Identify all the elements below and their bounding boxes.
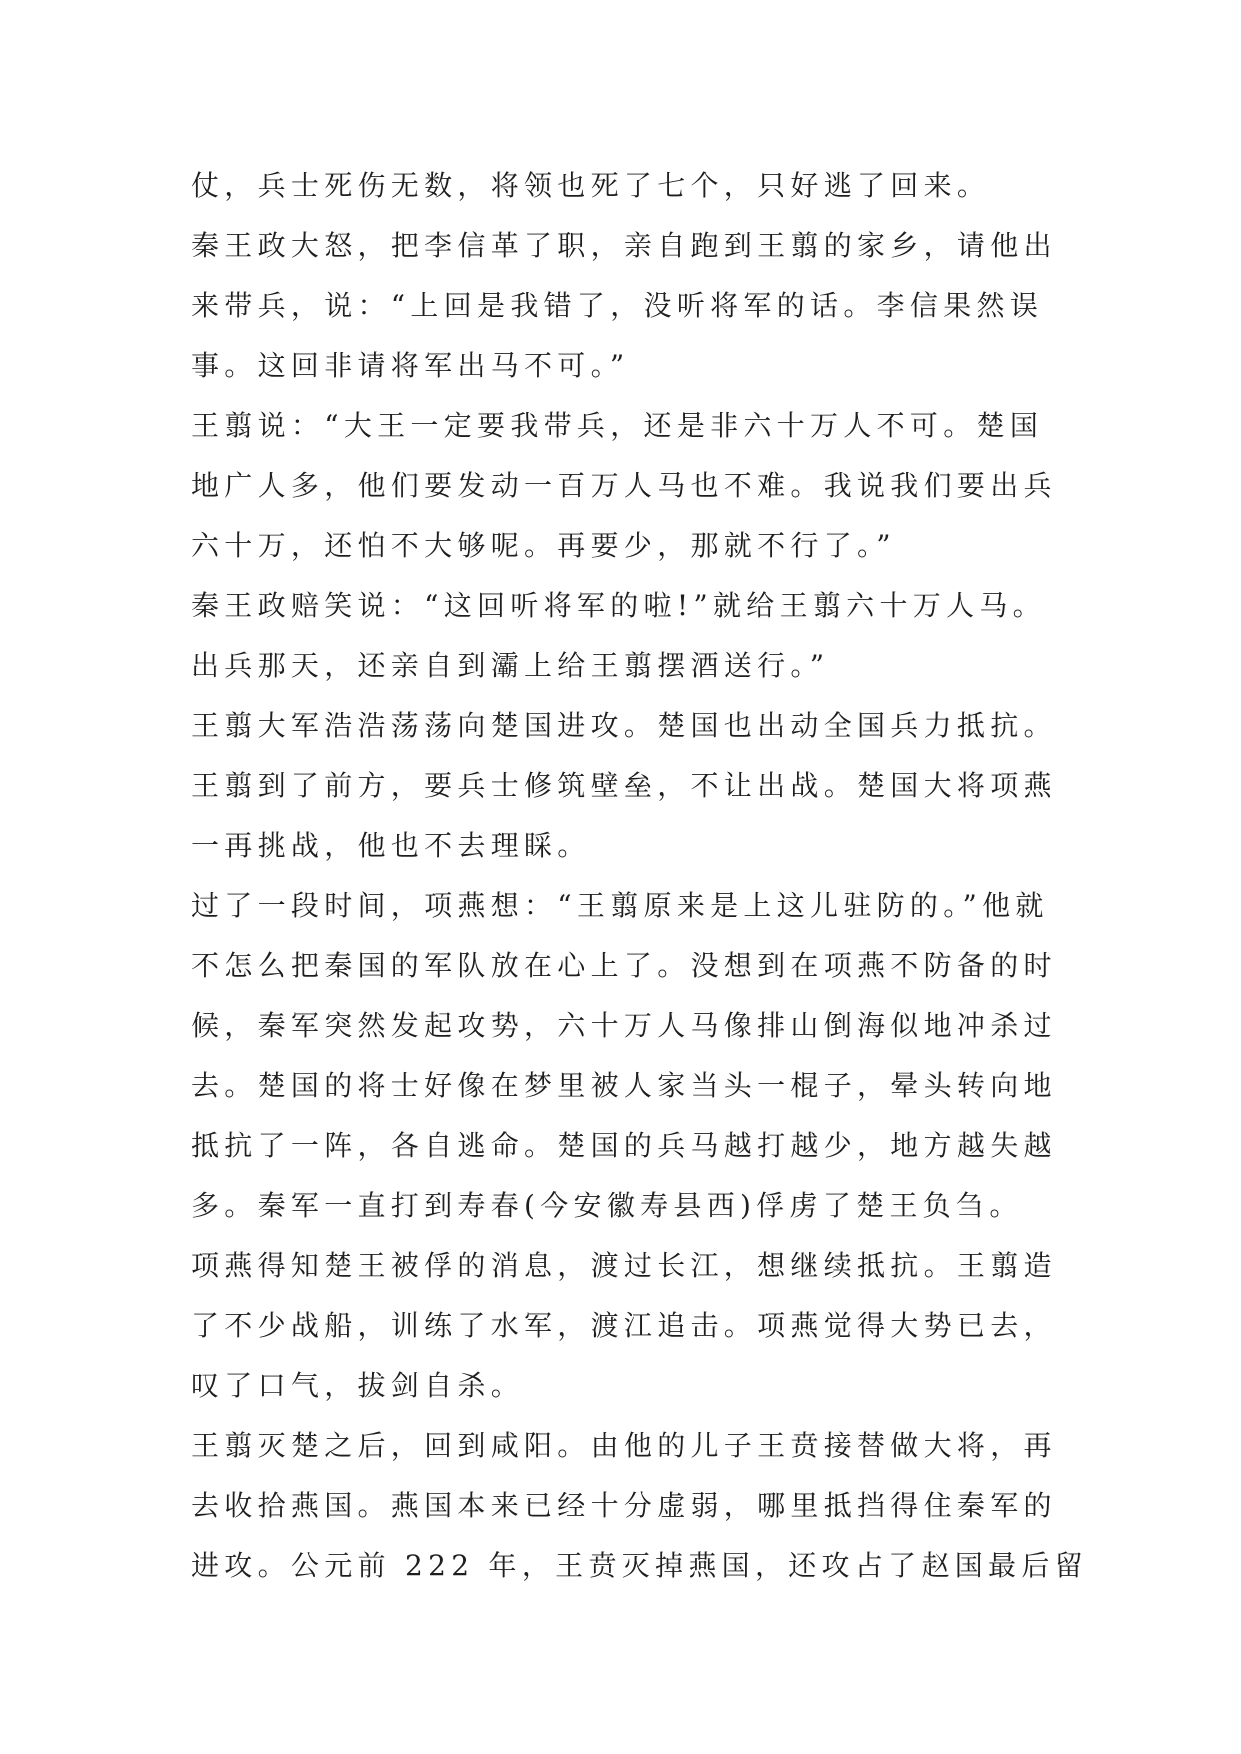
text-line: 一再挑战，他也不去理睬。 (191, 829, 591, 862)
paragraph (191, 216, 1191, 396)
text-line: 出兵那天，还亲自到灞上给王翦摆酒送行。” (191, 649, 830, 682)
text-line: 六十万，还怕不大够呢。再要少，那就不行了。” (191, 529, 896, 562)
paragraph (191, 1236, 1191, 1416)
text-line: 候，秦军突然发起攻势，六十万人马像排山倒海似地冲杀过 (191, 1009, 1057, 1042)
text-line: 秦王政大怒，把李信革了职，亲自跑到王翦的家乡，请他出 (191, 229, 1057, 262)
text-line: 王翦灭楚之后，回到咸阳。由他的儿子王贲接替做大将，再 (191, 1429, 1057, 1462)
text-line: 了不少战船，训练了水军，渡江追击。项燕觉得大势已去， (191, 1309, 1057, 1342)
text-line: 王翦大军浩浩荡荡向楚国进攻。楚国也出动全国兵力抵抗。 (191, 709, 1057, 742)
text-line: 去。楚国的将士好像在梦里被人家当头一棍子，晕头转向地 (191, 1069, 1057, 1102)
document-body (191, 156, 1191, 1596)
paragraph (191, 396, 1191, 576)
text-line: 仗，兵士死伤无数，将领也死了七个，只好逃了回来。 (191, 169, 991, 202)
text-line: 事。这回非请将军出马不可。” (191, 349, 630, 382)
paragraph (191, 696, 1191, 876)
paragraph (191, 156, 1191, 216)
paragraph (191, 876, 1191, 1236)
text-line: 叹了口气，拔剑自杀。 (191, 1369, 525, 1402)
paragraph (191, 576, 1191, 696)
text-line: 王翦到了前方，要兵士修筑壁垒，不让出战。楚国大将项燕 (191, 769, 1057, 802)
text-line: 王翦说：“大王一定要我带兵，还是非六十万人不可。楚国 (191, 409, 1044, 442)
paragraph (191, 1416, 1191, 1596)
text-line: 项燕得知楚王被俘的消息，渡过长江，想继续抵抗。王翦造 (191, 1249, 1057, 1282)
text-line: 地广人多，他们要发动一百万人马也不难。我说我们要出兵 (191, 469, 1057, 502)
text-line: 过了一段时间，项燕想：“王翦原来是上这儿驻防的。”他就 (191, 889, 1049, 922)
text-line: 来带兵，说：“上回是我错了，没听将军的话。李信果然误 (191, 289, 1044, 322)
text-line: 进攻。公元前 222 年，王贲灭掉燕国，还攻占了赵国最后留 (191, 1549, 1088, 1582)
text-line: 不怎么把秦国的军队放在心上了。没想到在项燕不防备的时 (191, 949, 1057, 982)
text-line: 多。秦军一直打到寿春(今安徽寿县西)俘虏了楚王负刍。 (191, 1189, 1023, 1222)
text-line: 抵抗了一阵，各自逃命。楚国的兵马越打越少，地方越失越 (191, 1129, 1057, 1162)
text-line: 秦王政赔笑说：“这回听将军的啦!”就给王翦六十万人马。 (191, 589, 1046, 622)
text-line: 去收拾燕国。燕国本来已经十分虚弱，哪里抵挡得住秦军的 (191, 1489, 1057, 1522)
